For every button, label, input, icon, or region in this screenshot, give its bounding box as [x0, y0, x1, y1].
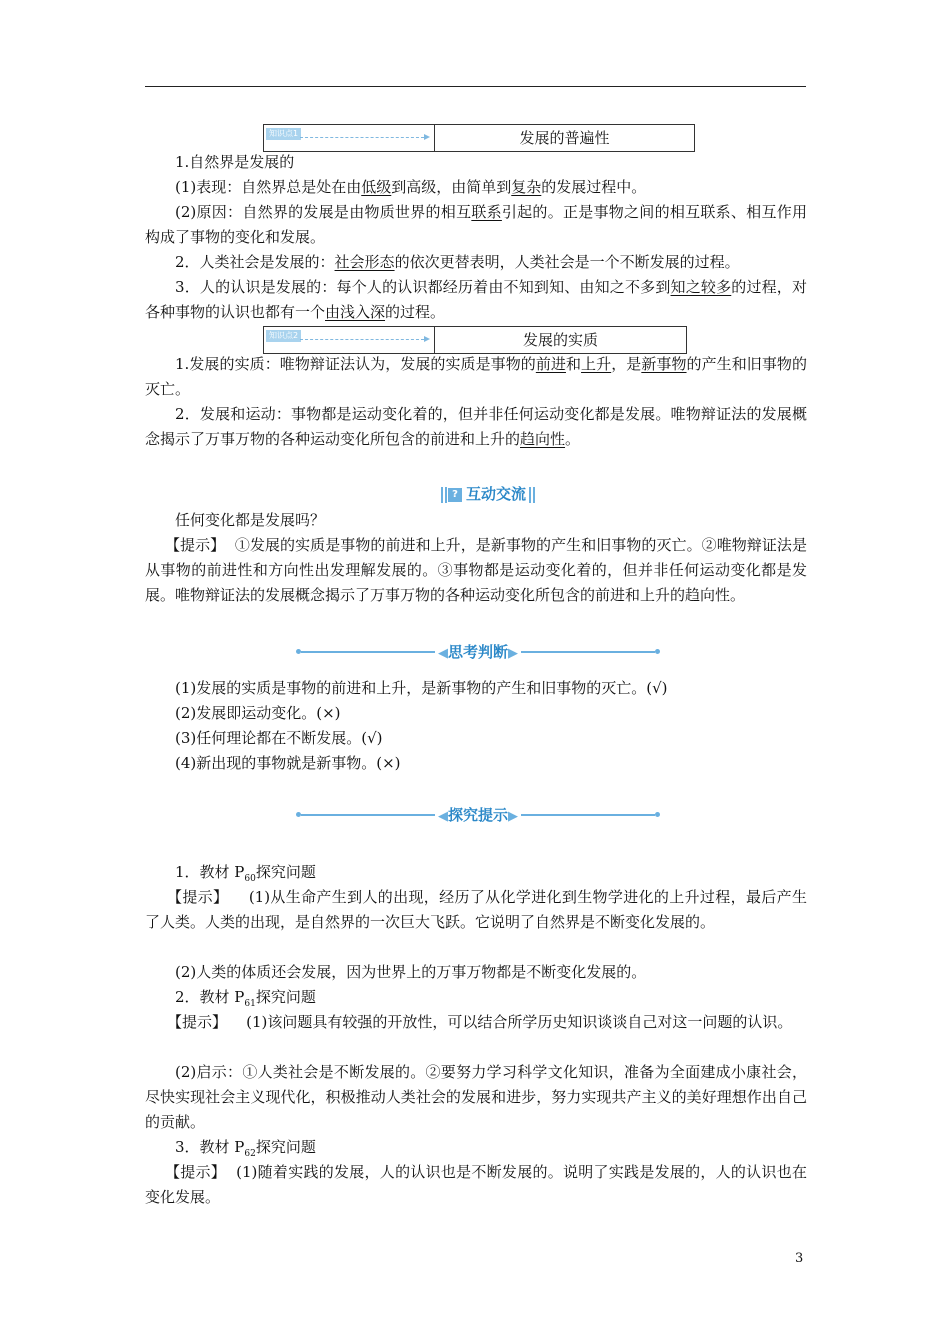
- section-bar-explore: [296, 805, 660, 825]
- interaction-question: 任何变化都是发展吗？: [175, 511, 326, 529]
- triangle-left-icon: ◀: [437, 646, 448, 661]
- arrow-right-icon: [300, 137, 424, 138]
- explore-hint: (2)人类的体质还会发展，因为世界上的万事万物都是不断变化发展的。: [175, 963, 647, 981]
- header-rule: [145, 86, 806, 87]
- judge-item: (4)新出现的事物就是新事物。(×): [175, 754, 401, 772]
- section-bar-judge: [296, 642, 660, 662]
- paragraph: 2．人类社会是发展的：社会形态的依次更替表明，人类社会是一个不断发展的过程。: [175, 253, 740, 271]
- paragraph: 2．发展和运动：事物都是运动变化着的，但并非任何运动变化都是发展。唯物辩证法的发展概念揭示了万事万物的各种运动变化所包含的前进和上升的趋向性。: [145, 405, 807, 448]
- section-title: 思考判断: [447, 643, 508, 661]
- paragraph: 3．人的认识是发展的：每个人的认识都经历着由不知到知、由知之不多到知之较多的过程，对各种事物的认识也都有一个由浅入深的过程。: [145, 278, 807, 321]
- explore-question: 2．教材 $P_{61}$探究问题: [175, 988, 316, 1009]
- section-title: 探究提示: [447, 806, 508, 824]
- interaction-title: 互动交流: [466, 485, 527, 503]
- paragraph: (2)原因：自然界的发展是由物质世界的相互联系引起的。正是事物之间的相互联系、相互作用构成了事物的变化和发展。: [145, 203, 807, 246]
- page-number: 3: [795, 1251, 804, 1266]
- triangle-right-icon: ▶: [508, 646, 518, 661]
- explore-hint: 【提示】 (1)从生命产生到人的出现，经历了从化学进化到生物学进化的上升过程，最后产生了人类。人类的出现，是自然界的一次巨大飞跃。它说明了自然界是不断变化发展的。: [145, 888, 807, 931]
- interaction-heading: [440, 484, 536, 504]
- paragraph: 1.自然界是发展的: [175, 153, 295, 171]
- judge-item: (2)发展即运动变化。(×): [175, 704, 341, 722]
- judge-item: (1)发展的实质是事物的前进和上升，是新事物的产生和旧事物的灭亡。(√): [175, 679, 668, 697]
- knowledge-point-1-header: [263, 124, 695, 152]
- judge-item: (3)任何理论都在不断发展。(√): [175, 729, 383, 747]
- explore-hint: 【提示】 (1)该问题具有较强的开放性，可以结合所学历史知识谈谈自己对这一问题的认识。: [167, 1013, 793, 1031]
- paragraph: (1)表现：自然界总是处在由低级到高级，由简单到复杂的发展过程中。: [175, 178, 647, 196]
- interaction-hint: 【提示】 ①发展的实质是事物的前进和上升，是新事物的产生和旧事物的灭亡。②唯物辩证法是从事物的前进性和方向性出发理解发展的。③事物都是运动变化着的，但并非任何运动变化都是发展。唯物辩证法的发展概念揭示了万事万物的各种运动变化所包含的前进和上升的趋向性。: [145, 536, 807, 604]
- triangle-right-icon: ▶: [508, 809, 518, 824]
- knowledge-point-title: 发展的实质: [522, 331, 598, 349]
- knowledge-point-2-header: [263, 326, 687, 354]
- explore-hint: 【提示】 (1)随着实践的发展，人的认识也是不断发展的。说明了实践是发展的，人的认识也在变化发展。: [145, 1163, 807, 1206]
- explore-question: 1．教材 $P_{60}$探究问题: [175, 863, 316, 884]
- arrow-right-icon: [300, 339, 424, 340]
- paragraph: 1.发展的实质：唯物辩证法认为，发展的实质是事物的前进和上升，是新事物的产生和旧事物的灭亡。: [145, 355, 807, 398]
- explore-hint: (2)启示：①人类社会是不断发展的。②要努力学习科学文化知识，准备为全面建成小康社会，尽快实现社会主义现代化，积极推动人类社会的发展和进步，努力实现共产主义的美好理想作出自己的贡献。: [145, 1063, 807, 1131]
- triangle-left-icon: ◀: [437, 809, 448, 824]
- knowledge-point-badge: 知识点1: [266, 128, 301, 140]
- explore-question: 3．教材 $P_{62}$探究问题: [175, 1138, 316, 1159]
- question-icon: ?: [448, 488, 462, 502]
- knowledge-point-badge: 知识点2: [266, 330, 301, 342]
- knowledge-point-title: 发展的普遍性: [519, 129, 610, 147]
